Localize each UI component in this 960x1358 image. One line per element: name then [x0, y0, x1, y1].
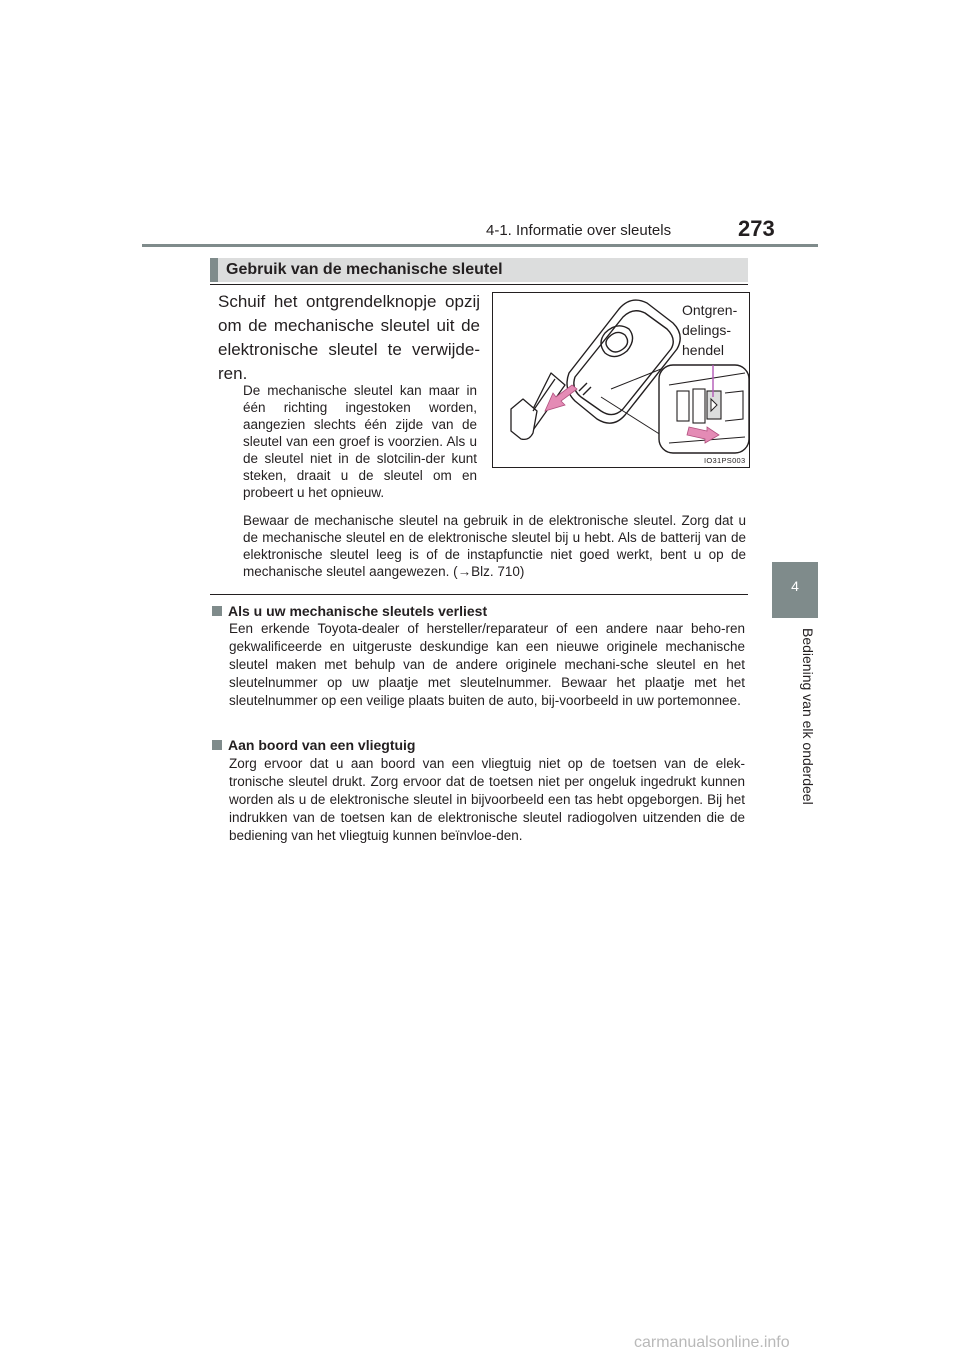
header-rule: [142, 244, 818, 247]
instruction-text: Schuif het ontgrendelknopje opzij om de mechanische sleutel uit de elektronische sleutel te verwijde-ren.: [218, 292, 480, 383]
chapter-tab-number: 4: [791, 578, 799, 594]
subsection-heading-text: Als u uw mechanische sleutels verliest: [228, 603, 488, 619]
subsection-body-lost-keys: Een erkende Toyota-dealer of hersteller/reparateur of een andere naar beho-ren gekwalificeerde en uitgeruste deskundige kan een nieuwe originele mechanische sleutel maken met behulp van de andere originele mechani-sche sleutel en het sleutelnummer op uw plaatje met sleutelnummer. Bewaar het plaatje met het sleutelnummer op een veilige plaats buiten de auto, bij-voorbeeld in uw portemonnee.: [229, 621, 745, 708]
note-key-storage: Bewaar de mechanische sleutel na gebruik in de elektronische sleutel. Zorg dat u de mechanische sleutel en de elektronische sleutel bij u hebt. Als de batterij van de elektronische sleutel leeg is of de instapfunctie niet goed werkt, bent u op de mechanische sleutel aangewezen. (→Blz. 710): [243, 513, 746, 579]
section-divider: [210, 594, 748, 595]
chapter-side-title: Bediening van elk onderdeel: [800, 628, 816, 805]
page-number: 273: [738, 216, 775, 241]
square-bullet-icon: [212, 740, 222, 750]
note-key-orientation: De mechanische sleutel kan maar in één richting ingestoken worden, aangezien slechts één zijde van de sleutel van een groef is voorzien. Als u de sleutel niet in de slotcilin-der kunt steken, draait u de sleutel om en probeert u het opnieuw.: [243, 383, 477, 500]
subsection-heading-text: Aan boord van een vliegtuig: [228, 737, 416, 753]
section-heading-accent: [210, 258, 218, 282]
subsection-heading-airplane: [212, 737, 415, 753]
release-lever-label: [682, 300, 737, 360]
release-lever-label-line: delings-: [682, 322, 732, 338]
release-lever-label-line: hendel: [682, 342, 725, 358]
figure-code: IO31PS003: [704, 456, 746, 465]
subsection-body-airplane: Zorg ervoor dat u aan boord van een vliegtuig niet op de toetsen van de elek-tronische sleutel drukt. Zorg ervoor dat de toetsen niet per ongeluk ingedrukt kunnen worden als u de elektronische sleutel in bijvoorbeeld een tas hebt opgeborgen. Bij het indrukken van de toetsen kan de elektronische sleutel radiogolven uitzenden die de bediening van het vliegtuig kunnen beïnvloe-den.: [229, 756, 745, 843]
running-header-section: 4-1. Informatie over sleutels: [486, 222, 672, 239]
section-heading: Gebruik van de mechanische sleutel: [226, 261, 503, 278]
release-lever-label-line: Ontgren-: [682, 302, 738, 318]
square-bullet-icon: [212, 606, 222, 616]
watermark: carmanualsonline.info: [634, 1334, 790, 1351]
section-heading-rule: [210, 284, 748, 285]
subsection-heading-lost-keys: [212, 603, 487, 619]
